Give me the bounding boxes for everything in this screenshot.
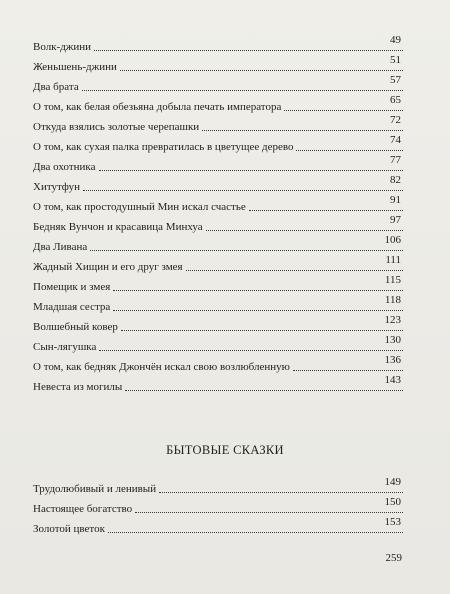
toc-entry-title: Хитутфун (33, 181, 81, 193)
toc-leader-dots (99, 350, 403, 351)
toc-entry (33, 254, 403, 274)
toc-entry-page: 130 (384, 334, 401, 346)
toc-leader-dots (99, 170, 404, 171)
toc-entry (33, 34, 403, 54)
toc-entry (33, 354, 403, 374)
toc-entry-title: Золотой цветок (33, 523, 105, 535)
toc-entry (33, 174, 403, 194)
toc-entry-page: 49 (390, 34, 401, 46)
toc-entry-title: Невеста из могилы (33, 381, 123, 393)
toc-entry (33, 516, 403, 536)
toc-entry (33, 274, 403, 294)
toc-leader-dots (108, 532, 403, 533)
toc-entry (33, 54, 403, 74)
toc-entry-title: О том, как бедняк Джончён искал свою возлюбленную (33, 361, 290, 373)
toc-entry-title: Два брата (33, 81, 79, 93)
toc-entry-title: О том, как белая обезьяна добыла печать императора (33, 101, 282, 113)
toc-entry (33, 374, 403, 394)
toc-entry-page: 97 (390, 214, 401, 226)
toc-leader-dots (90, 250, 403, 251)
toc-leader-dots (202, 130, 403, 131)
toc-entry-title: Женьшень-джини (33, 61, 117, 73)
toc-entry (33, 214, 403, 234)
toc-entry (33, 476, 403, 496)
toc-entry-page: 106 (384, 234, 401, 246)
toc-entry-page: 143 (384, 374, 401, 386)
toc-entry-title: О том, как простодушный Мин искал счастье (33, 201, 246, 213)
toc-entry-title: Два Ливана (33, 241, 88, 253)
toc-leader-dots (113, 290, 403, 291)
toc-leader-dots (284, 110, 403, 111)
toc-entry (33, 314, 403, 334)
toc-leader-dots (293, 370, 403, 371)
toc-leader-dots (296, 150, 403, 151)
toc-entry-page: 72 (390, 114, 401, 126)
toc-entry-title: Откуда взялись золотые черепашки (33, 121, 200, 133)
toc-entry (33, 74, 403, 94)
toc-entry-title: Младшая сестра (33, 301, 111, 313)
toc-list-main (33, 34, 403, 394)
toc-entry (33, 234, 403, 254)
toc-entry (33, 114, 403, 134)
toc-entry (33, 194, 403, 214)
toc-leader-dots (83, 190, 403, 191)
toc-entry-page: 153 (384, 516, 401, 528)
toc-entry-page: 57 (390, 74, 401, 86)
toc-entry (33, 154, 403, 174)
toc-entry-title: Настоящее богатство (33, 503, 133, 515)
toc-entry-title: Два охотника (33, 161, 96, 173)
toc-leader-dots (206, 230, 403, 231)
toc-entry-page: 111 (385, 254, 401, 266)
toc-leader-dots (94, 50, 403, 51)
toc-entry (33, 496, 403, 516)
toc-entry-page: 115 (384, 274, 401, 286)
toc-leader-dots (159, 492, 403, 493)
toc-entry-title: О том, как сухая палка превратилась в цветущее дерево (33, 141, 294, 153)
section-heading: БЫТОВЫЕ СКАЗКИ (166, 443, 284, 457)
toc-entry-page: 149 (384, 476, 401, 488)
page-number: 259 (385, 552, 402, 564)
toc-entry-page: 77 (390, 154, 401, 166)
toc-leader-dots (186, 270, 403, 271)
toc-entry-title: Трудолюбивый и ленивый (33, 483, 157, 495)
toc-leader-dots (121, 330, 403, 331)
toc-entry-page: 150 (384, 496, 401, 508)
toc-entry-page: 51 (390, 54, 401, 66)
toc-entry-page: 74 (390, 134, 401, 146)
toc-leader-dots (113, 310, 403, 311)
toc-entry-title: Сын-лягушка (33, 341, 97, 353)
toc-leader-dots (120, 70, 403, 71)
toc-entry-page: 91 (390, 194, 401, 206)
toc-entry (33, 134, 403, 154)
toc-entry-page: 65 (390, 94, 401, 106)
toc-entry-page: 136 (384, 354, 401, 366)
toc-entry-title: Волшебный ковер (33, 321, 118, 333)
toc-leader-dots (249, 210, 403, 211)
toc-leader-dots (82, 90, 403, 91)
toc-entry (33, 294, 403, 314)
toc-list-household (33, 476, 403, 536)
toc-leader-dots (125, 390, 403, 391)
toc-entry (33, 334, 403, 354)
toc-entry-title: Волк-джини (33, 41, 92, 53)
toc-entry-page: 123 (384, 314, 401, 326)
toc-entry (33, 94, 403, 114)
toc-entry-page: 118 (384, 294, 401, 306)
toc-leader-dots (135, 512, 403, 513)
toc-entry-title: Помещик и змея (33, 281, 111, 293)
toc-entry-page: 82 (390, 174, 401, 186)
toc-entry-title: Жадный Хищин и его друг змея (33, 261, 183, 273)
toc-entry-title: Бедняк Вунчон и красавица Минхуа (33, 221, 203, 233)
